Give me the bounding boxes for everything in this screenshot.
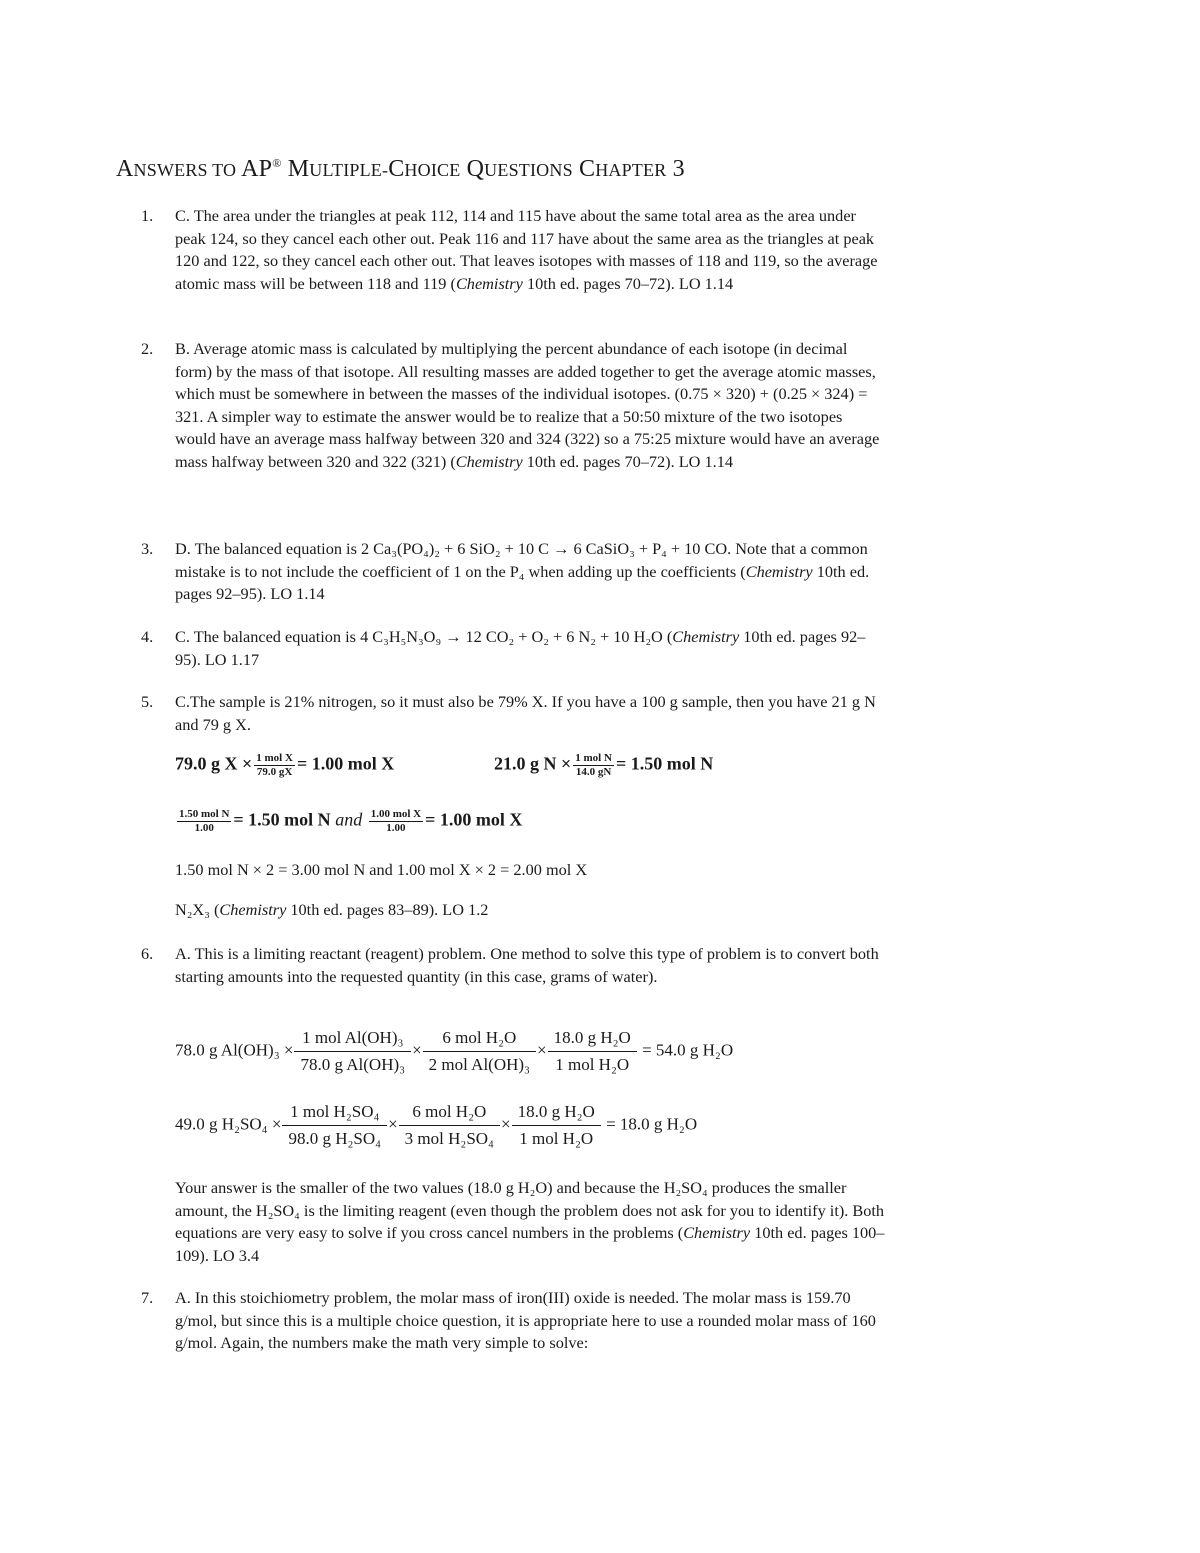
calc-start: 79.0 g X × — [175, 753, 253, 774]
answer-number: 4. — [141, 627, 154, 646]
formula-line: N₂X₃ (Chemistry 10th ed. pages 83–89). LO 1.2 — [175, 900, 489, 919]
answer-number: 1. — [141, 206, 154, 225]
calc-mol-x — [175, 752, 394, 779]
answer-text: C. The area under the triangles at peak 112, 114 and 115 have about the same total area as the area under peak 124, so they cancel each other out. Peak 116 and 117 have about the same area as the triangles at peak 120 and 122, so they cancel each other out. That leaves isotopes with masses of 118 and 119, so the average atomic mass will be between 118 and 119 ( — [175, 206, 878, 293]
book-title: Chemistry — [672, 627, 740, 646]
answer-number: 5. — [141, 692, 154, 711]
answer-1 — [141, 205, 886, 295]
answer-text: A. In this stoichiometry problem, the molar mass of iron(III) oxide is needed. The molar mass is 159.70 g/mol, but since this is a multiple choice question, it is appropriate here to use a rounded molar mass of 160 g/mol. Again, the numbers make the math very simple to solve: — [175, 1288, 876, 1353]
calc-mol-n — [494, 752, 713, 779]
answer-text: Your answer is the smaller of the two values (18.0 g H₂O) and because the H₂SO₄ produces the smaller amount, the H₂SO₄ is the limiting reagent (even though the problem does not ask for you to identify it). Both equations are very easy to solve if you cross cancel numbers in the problems ( — [175, 1178, 885, 1243]
book-title: Chemistry — [683, 1223, 751, 1243]
calc-result: = 1.50 mol N — [615, 753, 714, 774]
fraction: 1 mol H₂SO₄ 98.0 g H₂SO₄ — [282, 1101, 387, 1150]
book-title: Chemistry — [455, 273, 523, 293]
answer-6-explanation — [175, 1177, 886, 1267]
fraction: $\frac{\text{1.00 mol X}}{1.00}$ — [370, 808, 422, 834]
calc-result: = 1.50 mol N — [233, 809, 331, 830]
answer-text: B. Average atomic mass is calculated by multiplying the percent abundance of each isotope (in decimal form) by the mass of that isotope. All resulting masses are added together to get the average atomic masses, which must be somewhere in between the masses of the individual isotopes. (0.75 × 320) + (0.25 × 324) = 321. A simpler way to estimate the answer would be to realize that a 50:50 mixture of the two isotopes would have an average mass halfway between 320 and 324 (322) so a 75:25 mixture would have an average mass halfway between 320 and 322 (321) ( — [175, 339, 880, 471]
fraction: $\frac{\text{1 mol N}}{14.0 gN}$ — [575, 752, 612, 778]
answer-5 — [141, 691, 886, 736]
fraction: $\frac{\text{1.50 mol N}}{1.00}$ — [179, 808, 230, 834]
fraction: 18.0 g H₂O 1 mol H₂O — [512, 1101, 601, 1150]
and-word: and — [330, 809, 367, 830]
answer-6 — [141, 943, 886, 988]
equation-result: = 18.0 g H₂O — [606, 1114, 698, 1134]
answer-number: 3. — [141, 539, 154, 558]
book-title: Chemistry — [219, 900, 287, 919]
answer-2 — [141, 338, 886, 474]
answer-7 — [141, 1287, 886, 1355]
fraction: 6 mol H₂O 3 mol H₂SO₄ — [399, 1101, 500, 1150]
calc-result: = 1.00 mol X — [425, 809, 523, 830]
book-title: Chemistry — [455, 451, 523, 471]
answer-3 — [141, 538, 886, 606]
reference: 10th ed. pages 92–95). LO 1.17 — [175, 627, 866, 669]
answer-text: C.The sample is 21% nitrogen, so it must also be 79% X. If you have a 100 g sample, then you have 21 g N and 79 g X. — [175, 692, 876, 734]
equation-aloh3: 78.0 g Al(OH)₃ × 1 mol Al(OH)₃ 78.0 g Al(OH)₃ × 6 mol H₂O 2 mol Al(OH)₃ × 18.0 g H₂O 1 mol H₂O = 54.0 g H₂O — [175, 1028, 734, 1074]
fraction: 1 mol Al(OH)₃ 78.0 g Al(OH)₃ — [294, 1027, 411, 1076]
fraction: 6 mol H₂O 2 mol Al(OH)₃ — [423, 1027, 536, 1076]
answer-number: 6. — [141, 944, 154, 963]
calc-ratio — [175, 808, 522, 835]
answer-text: C. The balanced equation is 4 C₃H₅N₃O₉ → 12 CO₂ + O₂ + 6 N₂ + 10 H₂O ( — [175, 627, 673, 646]
reference: 10th ed. pages 83–89). LO 1.2 — [286, 900, 489, 919]
answer-text: A. This is a limiting reactant (reagent) problem. One method to solve this type of problem is to convert both starting amounts into the requested quantity (in this case, grams of water). — [175, 944, 879, 986]
equation-h2so4: 49.0 g H₂SO₄ × 1 mol H₂SO₄ 98.0 g H₂SO₄ × 6 mol H₂O 3 mol H₂SO₄ × 18.0 g H₂O 1 mol H₂O = 18.0 g H₂O — [175, 1102, 698, 1148]
formula: N₂X₃ — [175, 900, 210, 919]
fraction: 18.0 g H₂O 1 mol H₂O — [548, 1027, 637, 1076]
equation-result: = 54.0 g H₂O — [642, 1040, 734, 1060]
calc-result: = 1.00 mol X — [296, 753, 395, 774]
calc-start: 21.0 g N × — [494, 753, 572, 774]
answer-number: 2. — [141, 339, 154, 358]
answer-number: 7. — [141, 1288, 154, 1307]
page-title: ANSWERS TO AP® MULTIPLE-CHOICE QUESTIONS CHAPTER 3 — [116, 156, 685, 182]
reference: 10th ed. pages 100–109). LO 3.4 — [175, 1223, 885, 1265]
fraction: $\frac{\text{1 mol X}}{79.0 gX}$ — [256, 752, 293, 778]
reference: 10th ed. pages 70–72). LO 1.14 — [522, 451, 733, 471]
reference: 10th ed. pages 92–95). LO 1.14 — [175, 561, 870, 604]
calc-double: 1.50 mol N × 2 = 3.00 mol N and 1.00 mol X × 2 = 2.00 mol X — [175, 860, 588, 879]
book-title: Chemistry — [745, 561, 813, 581]
answer-4 — [141, 626, 886, 671]
answer-text: D. The balanced equation is 2 Ca₃(PO₄)₂ + 6 SiO₂ + 10 C → 6 CaSiO₃ + P₄ + 10 CO. Note that a common mistake is to not include the coefficient of 1 on the P₄ when adding up the coefficients ( — [175, 539, 868, 581]
reference: 10th ed. pages 70–72). LO 1.14 — [522, 273, 734, 293]
